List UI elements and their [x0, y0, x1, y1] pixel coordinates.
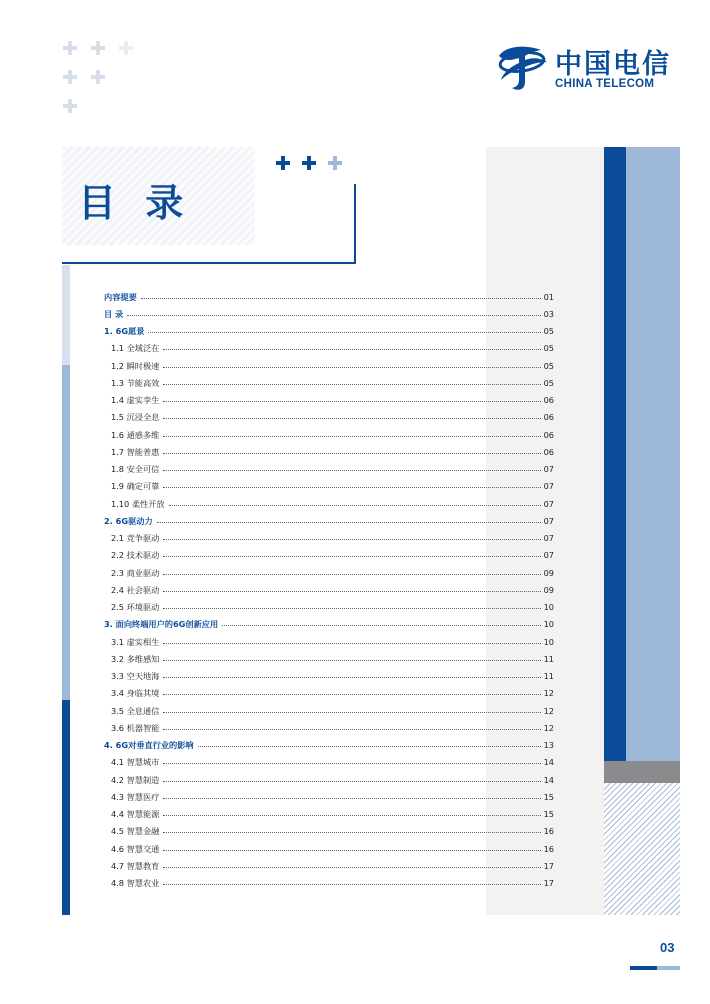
toc-entry-label: 3.6 机器智能: [111, 722, 160, 733]
toc-entry[interactable]: [104, 633, 554, 650]
toc-entry[interactable]: [104, 478, 554, 495]
china-telecom-logo: [495, 42, 680, 94]
toc-entry-label: 1. 6G愿景: [104, 326, 145, 337]
toc-dot-leader: [163, 781, 540, 782]
toc-entry-page: 11: [543, 671, 554, 682]
toc-entry[interactable]: [104, 771, 554, 788]
plus-icon: [119, 41, 133, 55]
toc-dot-leader: [163, 712, 540, 713]
toc-entry[interactable]: [104, 512, 554, 529]
toc-entry-page: 06: [543, 395, 554, 406]
plus-icon: [276, 156, 292, 172]
china-telecom-logo-icon: [495, 42, 551, 94]
right-gray-band: [604, 761, 680, 783]
toc-entry-label: 4.5 智慧金融: [111, 826, 160, 837]
toc-entry-label: 2.1 竞争驱动: [111, 533, 160, 544]
left-accent-bar-dark: [62, 700, 70, 915]
toc-entry[interactable]: [104, 650, 554, 667]
toc-entry-page: 06: [543, 429, 554, 440]
toc-entry-page: 05: [543, 360, 554, 371]
toc-entry-page: 10: [543, 602, 554, 613]
toc-entry-page: 01: [543, 291, 554, 302]
toc-entry-page: 07: [543, 550, 554, 561]
toc-entry-label: 4.8 智慧农业: [111, 878, 160, 889]
toc-entry-page: 07: [543, 515, 554, 526]
toc-entry-page: 10: [543, 619, 554, 630]
toc-dot-leader: [163, 729, 540, 730]
toc-entry[interactable]: [104, 409, 554, 426]
toc-entry[interactable]: [104, 616, 554, 633]
toc-entry-label: 4.7 智慧教育: [111, 860, 160, 871]
toc-dot-leader: [127, 315, 540, 316]
toc-dot-leader: [163, 418, 540, 419]
table-of-contents: [104, 288, 554, 892]
left-accent-bar-mid: [62, 365, 70, 700]
toc-entry[interactable]: [104, 323, 554, 340]
toc-entry-label: 3.4 身临其境: [111, 688, 160, 699]
plus-icon: [328, 156, 344, 172]
toc-entry-label: 2.5 环境驱动: [111, 602, 160, 613]
toc-entry-page: 16: [543, 826, 554, 837]
toc-entry[interactable]: [104, 668, 554, 685]
right-blue-stripe-light: [626, 147, 680, 761]
toc-dot-leader: [163, 349, 540, 350]
plus-icon: [91, 41, 105, 55]
toc-entry-page: 17: [543, 878, 554, 889]
toc-entry-label: 3.2 多维感知: [111, 653, 160, 664]
toc-dot-leader: [163, 539, 540, 540]
toc-entry[interactable]: [104, 547, 554, 564]
toc-dot-leader: [163, 867, 540, 868]
toc-entry-page: 06: [543, 446, 554, 457]
toc-entry[interactable]: [104, 840, 554, 857]
toc-dot-leader: [163, 608, 540, 609]
toc-entry[interactable]: [104, 806, 554, 823]
toc-entry[interactable]: [104, 564, 554, 581]
toc-dot-leader: [163, 694, 540, 695]
toc-entry[interactable]: [104, 719, 554, 736]
toc-dot-leader: [163, 591, 540, 592]
toc-dot-leader: [163, 660, 540, 661]
toc-entry-label: 1.4 虚实孪生: [111, 395, 160, 406]
toc-entry-page: 09: [543, 567, 554, 578]
toc-entry[interactable]: [104, 288, 554, 305]
logo-english-text: CHINA TELECOM: [555, 78, 655, 90]
toc-dot-leader: [163, 832, 540, 833]
toc-entry-page: 15: [543, 791, 554, 802]
toc-entry[interactable]: [104, 305, 554, 322]
toc-entry-page: 05: [543, 326, 554, 337]
toc-entry[interactable]: [104, 875, 554, 892]
plus-icon: [302, 156, 318, 172]
toc-entry-label: 1.2 瞬时极速: [111, 360, 160, 371]
toc-entry-label: 2. 6G驱动力: [104, 515, 153, 526]
toc-entry-label: 4.3 智慧医疗: [111, 791, 160, 802]
left-accent-bar-light: [62, 265, 70, 365]
toc-dot-leader: [141, 298, 541, 299]
toc-entry[interactable]: [104, 443, 554, 460]
toc-entry[interactable]: [104, 340, 554, 357]
toc-dot-leader: [163, 763, 540, 764]
toc-entry-label: 3.3 空天地海: [111, 671, 160, 682]
toc-entry-page: 13: [543, 740, 554, 751]
toc-entry-label: 目 录: [104, 308, 124, 319]
toc-entry-label: 4.1 智慧城市: [111, 757, 160, 768]
toc-dot-leader: [163, 798, 540, 799]
toc-entry[interactable]: [104, 737, 554, 754]
toc-dot-leader: [163, 470, 540, 471]
toc-dot-leader: [148, 332, 540, 333]
toc-dot-leader: [157, 522, 541, 523]
toc-dot-leader: [163, 367, 540, 368]
toc-entry[interactable]: [104, 581, 554, 598]
toc-entry-page: 17: [543, 860, 554, 871]
toc-dot-leader: [163, 884, 540, 885]
toc-entry-page: 15: [543, 809, 554, 820]
toc-entry-label: 3.1 虚实相生: [111, 636, 160, 647]
toc-entry-label: 1.6 通感多维: [111, 429, 160, 440]
page-title: 目 录: [78, 181, 192, 225]
toc-entry-label: 3. 面向终端用户的6G创新应用: [104, 619, 219, 630]
toc-entry-label: 1.9 确定可靠: [111, 481, 160, 492]
toc-entry[interactable]: [104, 788, 554, 805]
toc-dot-leader: [163, 453, 540, 454]
toc-entry-label: 4.6 智慧交通: [111, 843, 160, 854]
page-number-bar-dark: [630, 966, 657, 970]
toc-entry[interactable]: [104, 357, 554, 374]
toc-dot-leader: [169, 505, 541, 506]
toc-entry-page: 07: [543, 498, 554, 509]
toc-entry-page: 03: [543, 308, 554, 319]
toc-dot-leader: [163, 401, 540, 402]
toc-entry-label: 4.2 智慧制造: [111, 774, 160, 785]
toc-dot-leader: [163, 815, 540, 816]
toc-entry-page: 07: [543, 481, 554, 492]
toc-entry-label: 1.10 柔性开放: [111, 498, 165, 509]
toc-entry-page: 12: [543, 705, 554, 716]
toc-entry[interactable]: [104, 461, 554, 478]
toc-entry-page: 12: [543, 688, 554, 699]
toc-entry[interactable]: [104, 685, 554, 702]
toc-entry-page: 07: [543, 464, 554, 475]
toc-entry-label: 内容提要: [104, 291, 137, 302]
plus-icon: [63, 99, 77, 113]
toc-entry-page: 05: [543, 377, 554, 388]
toc-entry[interactable]: [104, 823, 554, 840]
page-number: 03: [660, 940, 675, 955]
toc-entry-label: 2.3 商业驱动: [111, 567, 160, 578]
toc-entry-label: 4.4 智慧能源: [111, 809, 160, 820]
toc-dot-leader: [198, 746, 541, 747]
toc-dot-leader: [222, 625, 540, 626]
toc-entry-label: 2.2 技术驱动: [111, 550, 160, 561]
logo-chinese-text: 中国电信: [555, 49, 671, 80]
toc-entry-page: 14: [543, 774, 554, 785]
toc-dot-leader: [163, 850, 540, 851]
toc-entry-page: 05: [543, 343, 554, 354]
toc-entry-label: 3.5 全息通信: [111, 705, 160, 716]
toc-entry[interactable]: [104, 426, 554, 443]
toc-entry[interactable]: [104, 754, 554, 771]
plus-icon: [91, 70, 105, 84]
toc-entry[interactable]: [104, 495, 554, 512]
toc-entry[interactable]: [104, 392, 554, 409]
toc-entry[interactable]: [104, 599, 554, 616]
toc-dot-leader: [163, 556, 540, 557]
toc-entry[interactable]: [104, 530, 554, 547]
right-blue-stripe-dark: [604, 147, 626, 761]
plus-icon: [63, 41, 77, 55]
toc-entry-page: 14: [543, 757, 554, 768]
plus-icon: [63, 70, 77, 84]
toc-entry-page: 11: [543, 653, 554, 664]
toc-entry-page: 09: [543, 584, 554, 595]
toc-entry[interactable]: [104, 857, 554, 874]
toc-entry-page: 07: [543, 533, 554, 544]
toc-entry[interactable]: [104, 702, 554, 719]
toc-entry-page: 06: [543, 412, 554, 423]
toc-entry-label: 1.7 智能普惠: [111, 446, 160, 457]
toc-entry-label: 2.4 社会驱动: [111, 584, 160, 595]
toc-dot-leader: [163, 677, 540, 678]
toc-entry-label: 1.3 节能高效: [111, 377, 160, 388]
toc-dot-leader: [163, 487, 540, 488]
toc-entry-label: 4. 6G对垂直行业的影响: [104, 740, 194, 751]
toc-entry[interactable]: [104, 374, 554, 391]
toc-dot-leader: [163, 384, 540, 385]
toc-dot-leader: [163, 436, 540, 437]
page-number-bar-light: [657, 966, 680, 970]
toc-entry-label: 1.8 安全可信: [111, 464, 160, 475]
toc-entry-page: 10: [543, 636, 554, 647]
toc-entry-label: 1.1 全域泛在: [111, 343, 160, 354]
toc-entry-page: 16: [543, 843, 554, 854]
toc-dot-leader: [163, 574, 540, 575]
toc-dot-leader: [163, 643, 540, 644]
toc-entry-page: 12: [543, 722, 554, 733]
right-hatch-box: [604, 783, 680, 915]
toc-entry-label: 1.5 沉浸全息: [111, 412, 160, 423]
